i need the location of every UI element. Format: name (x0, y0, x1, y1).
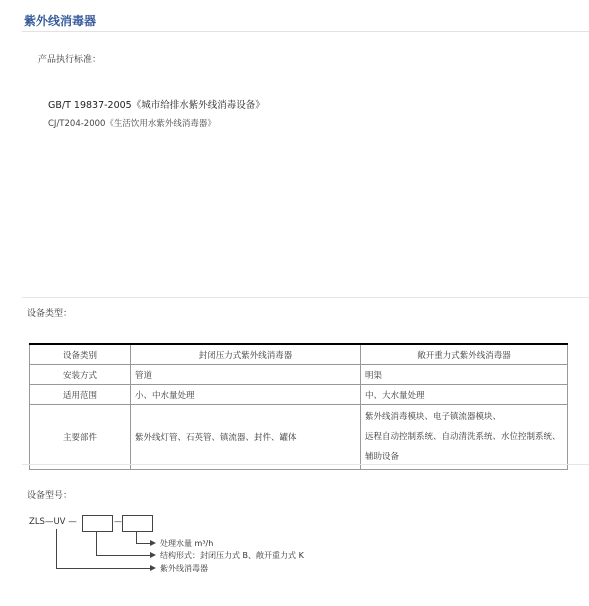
table-cell: 明渠 (361, 365, 568, 385)
leader-line (56, 568, 150, 569)
table-row (30, 385, 568, 405)
table-cell: 中、大水量处理 (361, 385, 568, 405)
arrow-icon (150, 552, 156, 558)
model-heading: 设备型号： (27, 491, 73, 501)
leader-line (136, 543, 150, 544)
standard-item: CJ/T204-2000《生活饮用水紫外线消毒器》 (48, 119, 216, 129)
model-prefix: ZLS—UV — (29, 517, 77, 527)
title-divider (22, 31, 589, 32)
arrow-icon (150, 565, 156, 571)
product-note: 紫外线消毒器 (160, 564, 208, 573)
section-divider (22, 297, 589, 298)
table-cell: 主要部件 (30, 405, 131, 470)
types-heading: 设备类型： (27, 309, 73, 319)
leader-line (96, 531, 97, 555)
table-header-row (30, 344, 568, 365)
table-header-cell: 敞开重力式紫外线消毒器 (361, 344, 568, 365)
table-cell: 管道 (131, 365, 361, 385)
standard-item: GB/T 19837-2005《城市给排水紫外线消毒设备》 (48, 100, 265, 111)
table-row (30, 365, 568, 385)
table-cell: 适用范围 (30, 385, 131, 405)
standards-heading: 产品执行标准： (38, 55, 102, 65)
page-title: 紫外线消毒器 (24, 14, 97, 28)
table-cell: 紫外线灯管、石英管、镇流器、封件、罐体 (131, 405, 361, 470)
arrow-icon (150, 540, 156, 546)
leader-line (136, 531, 137, 543)
capacity-note: 处理水量 m³/h (160, 539, 214, 548)
table-header-cell: 封闭压力式紫外线消毒器 (131, 344, 361, 365)
table-row (30, 405, 568, 470)
structure-note: 结构形式：封闭压力式 B、敞开重力式 K (160, 551, 304, 560)
section-divider (22, 464, 589, 465)
device-types-table (29, 343, 568, 470)
table-header-cell: 设备类别 (30, 344, 131, 365)
model-dash: — (114, 517, 122, 526)
table-cell: 小、中水量处理 (131, 385, 361, 405)
structure-code-box (82, 515, 113, 532)
table-cell: 紫外线消毒模块、电子镇流器模块、远程自动控制系统、自动清洗系统、水位控制系统、辅助设备 (361, 405, 568, 470)
leader-line (56, 529, 57, 568)
table-cell: 安装方式 (30, 365, 131, 385)
capacity-code-box (122, 515, 153, 532)
leader-line (96, 555, 150, 556)
